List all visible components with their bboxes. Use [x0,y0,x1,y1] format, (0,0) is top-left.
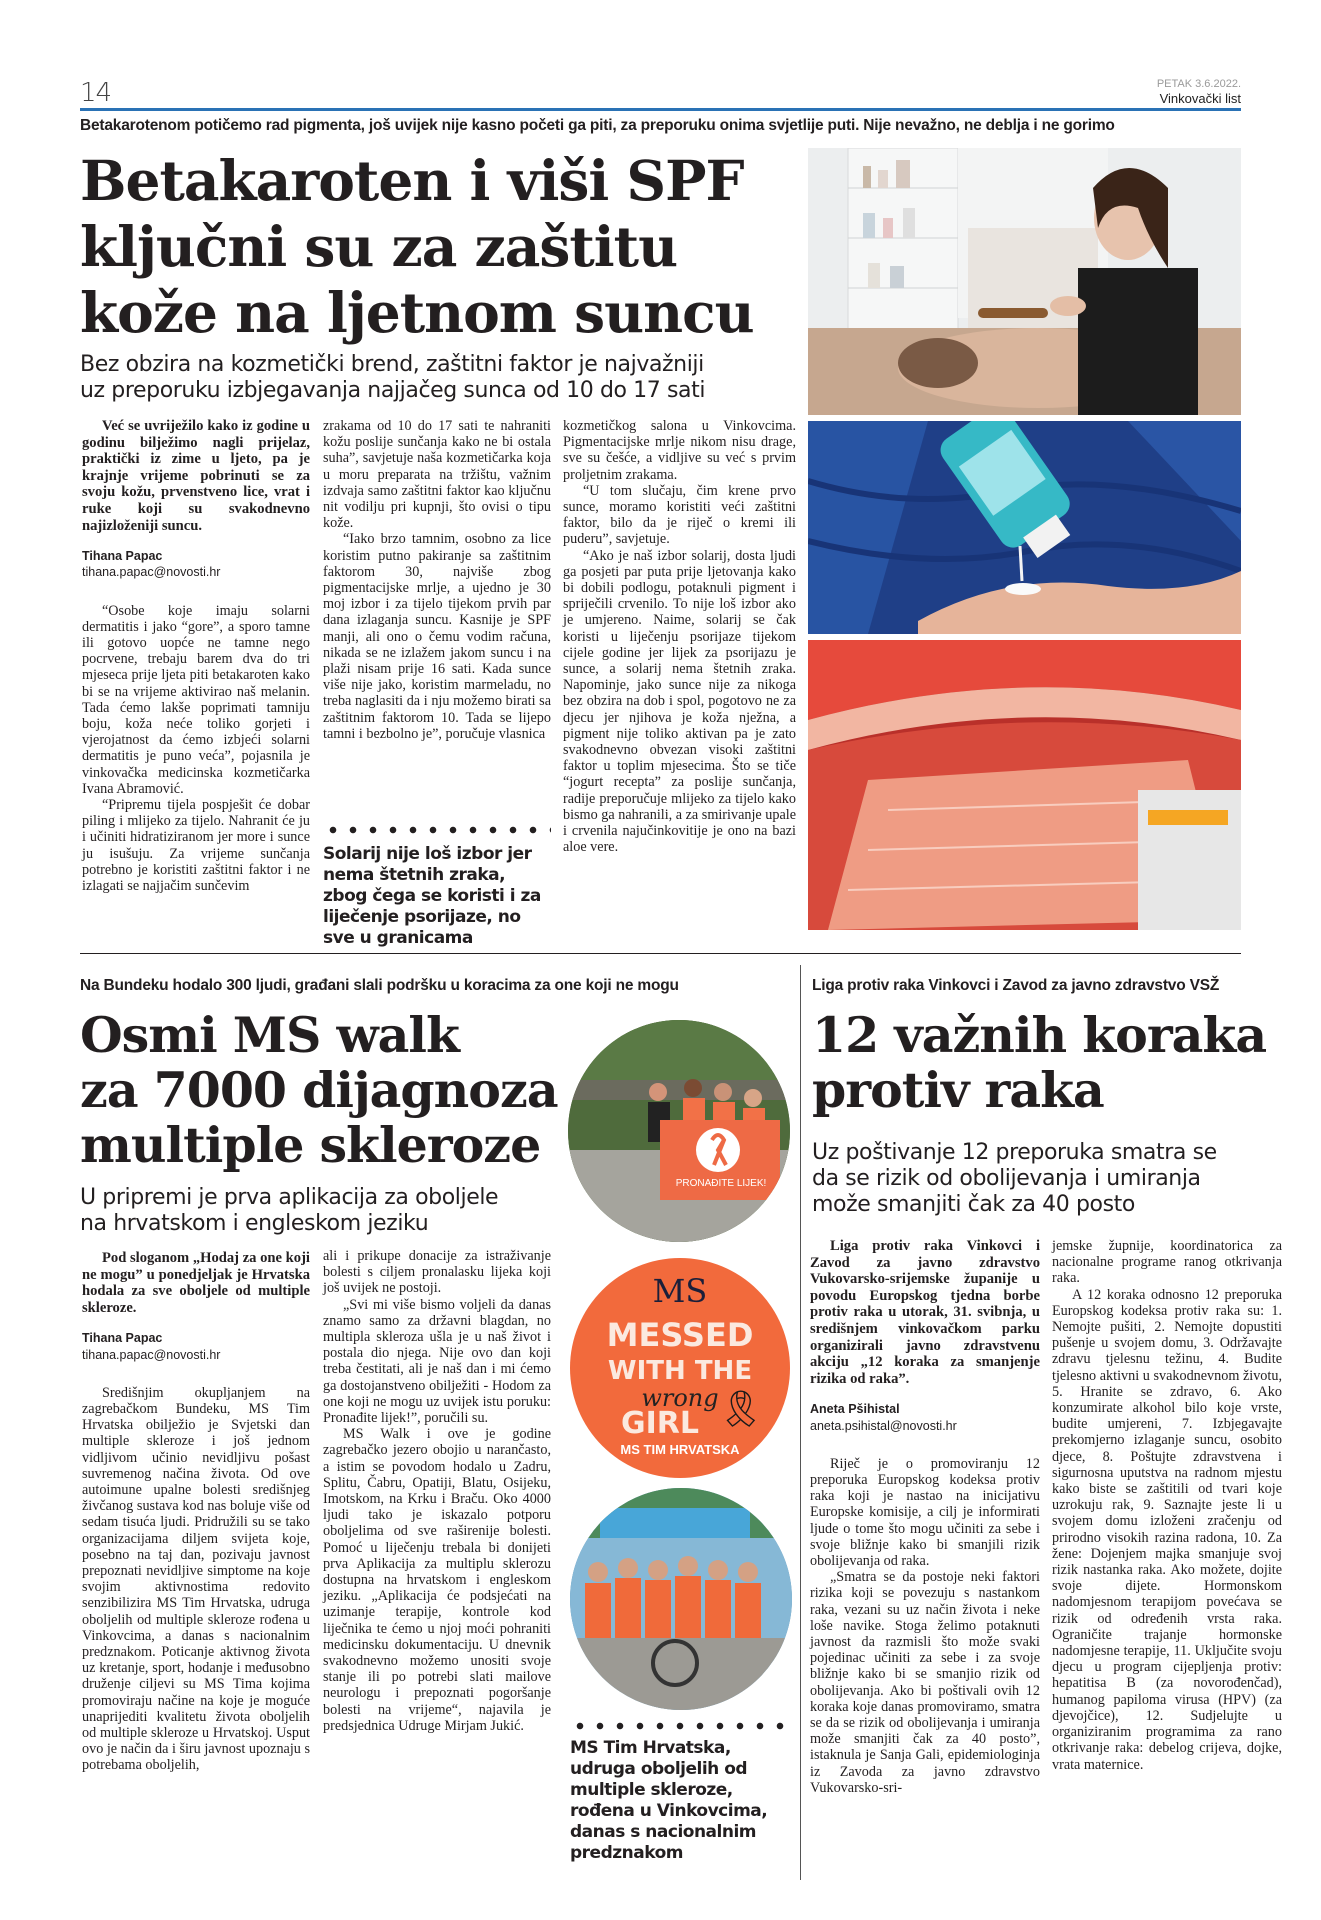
paragraph: kozmetičkog salona u Vinkovcima. Pigmentacijske mrlje nikom nisu drage, sve su češće, a vidljive su već s prvim proljetnim zrakama. [563,418,796,483]
paragraph: “Osobe koje imaju solarni dermatitis i jako “gore”, a sporo tamne ili gotovo uopće ne tamne nego pocrvene, trebaju barem dva do tri mjeseca prije ljeta piti betakaroten kako bi se na vrijeme aktivirao naš melanin. Tada ćemo lakše poprimati tamniju boju, koža neće toliko gorjeti i vjerojatnost da ćemo izbjeći solarni dermatitis je puno veća”, pojasnila je vinkovačka medicinska kozmetičarka Ivana Abramović. [82,602,310,797]
article1-lead: Već se uvriježilo kako iz godine u godinu bilježimo nagli prijelaz, praktički iz zime u ljeto, pa je krajnje vrijeme pobrinuti se za svoju kožu, prvenstveno lice, vrat i ruke koji su svakodnevno najizloženiji suncu. [82,418,310,534]
article1-author: Tihana Papac [82,549,163,564]
article3-column-1 [810,1238,1040,1796]
shirt-line-2: WITH THE [607,1356,753,1386]
headline-line: kože na ljetnom suncu [80,280,754,345]
headline-line: Betakaroten i viši SPF [80,148,744,213]
article2-email[interactable]: tihana.papac@novosti.hr [82,1347,221,1362]
paragraph: Središnjim okupljanjem na zagrebačkom Bundeku, MS Tim Hrvatska obilježio je Svjetski dan multiple skleroze i još jednom vidljivom učinio nevidljivu pošast suvremenog načina života. Od ove autoimune upalne bolesti središnjeg živčanog sustava kod nas boluje više od sedam tisuća ljudi. Pridružili su se tako organizacijama diljem svijeta koje, posebno na taj dan, pozivaju javnost prepoznati nevidljive simptome na koje svojim aktivnostima redovito senzibilizira MS Tim Hrvatska, udruga oboljelih od multiple skleroze rođena u Vinkovcima, a danas s nacionalnim predznakom. Poticanje aktivnog života uz kretanje, sport, hodanje i međusobno druženje ciljevi su MS Tima kojima promoviraju načine na koje je moguće unaprijediti kvalitetu života oboljelih od multiple skleroze u Hrvatskoj. Usput ovo je način da i širu javnost upoznaju s potrebama oboljelih, [82,1384,310,1774]
ms-shirt-photo [570,1258,790,1478]
shirt-logo: MS [652,1272,708,1310]
article3-author: Aneta Pšihistal [810,1402,900,1417]
article3-lead: Liga protiv raka Vinkovci i Zavod za javno zdravstvo Vukovarsko-srijemske županije u povodu Europskog tjedna borbe protiv raka u utorak, 31. svibnja, u središnjem vinkovačkom parku organizirali javno zdravstvenu akciju „12 koraka za smanjenje rizika od raka”. [810,1238,1040,1387]
solarium-bed-photo [808,640,1241,930]
subhead-line: na hrvatskom i engleskom jeziku [80,1211,429,1236]
paragraph: Riječ je o promoviranju 12 preporuka Europskog kodeksa protiv raka koji je nastao na inicijativu Europske komisije, a cilj je informirati ljude o tome što mogu učiniti za sebe i svoje bližnje kako bi smanjili rizik obolijevanja od raka. [810,1455,1040,1569]
ribbon-icon: 🎗 [718,1389,764,1430]
article1-column-1 [82,418,310,894]
ms-walk-banner-photo [568,1020,790,1242]
article2-subhead [80,1185,498,1237]
banner-text: PRONAĐITE LIJEK! [675,1178,767,1189]
article1-subhead [80,352,705,404]
page-number: 14 [80,78,112,108]
article1-kicker: Betakarotenom potičemo rad pigmenta, još uvijek nije kasno početi ga piti, za preporuku onima svjetlije puti. Nije nevažno, ne deblja i ne gorimo [80,117,1115,134]
article3-kicker: Liga protiv raka Vinkovci i Zavod za javno zdravstvo VSŽ [812,977,1220,994]
subhead-line: U pripremi je prva aplikacija za oboljele [80,1185,499,1210]
article2-column-2 [323,1248,551,1734]
paragraph: “Ako je naš izbor solarij, dosta ljudi ga posjeti par puta prije ljetovanja kako bi dobili podlogu, potaknuli pigment i spriječili crvenilo. To nije loš izbor ako je umjereno. Naime, solarij se čak koristi u liječenju psorijaze tijekom cijele godine jer lijek za psorijazu je sunce, a solarij nema štetnih zraka. Napominje, jako sunce nije za nikoga bez obzira na dob i spol, pogotovo ne za djecu jer njihova je koža nježna, a pigment nije toliko aktivan pa je zato svakodnevno obvezan visoki zaštitni faktor u toplim mjesecima. Što se tiče “jogurt recepta” za poslije sunčanja, radije preporučuje mlijeko za tijelo kako bismo ga nahranili, a za smirivanje upale i crvenila najučinkovitije je ono na bazi aloe vere. [563,547,796,856]
shirt-line-1: MESSED [606,1316,754,1354]
article1-headline [80,148,754,346]
page-header [80,78,1241,110]
dotted-separator [323,826,551,834]
column-divider [800,965,801,1880]
headline-line: ključni su za zaštitu [80,214,678,279]
article1-email[interactable]: tihana.papac@novosti.hr [82,565,221,580]
issue-date: PETAK 3.6.2022. [1156,78,1241,90]
article3-email[interactable]: aneta.psihistal@novosti.hr [810,1418,957,1433]
shirt-line-4: GIRL [620,1406,699,1441]
article2-author: Tihana Papac [82,1331,163,1346]
headline-line: multiple skleroze [80,1116,541,1174]
group-photo-scene-icon [570,1488,792,1710]
paragraph: “Pripremu tijela pospješit će dobar piling i mlijeko za tijelo. Nahranit će ju i učiniti hidratiziranom jer more i sunce ju isušuju. Za vrijeme sunčanja potrebno je koristiti zaštitni faktor i ne izlagati se najjačim sunčevim [82,797,310,895]
paragraph: MS Walk i ove je godine zagrebačko jezero obojio u narančasto, a istim se povodom hodalo u Zadru, Splitu, Čabru, Opatiji, Blatu, Osijeku, Imotskom, na Krku i Braču. Oko 4000 ljudi tako je iskazalo potporu oboljelima od sve raširenije bolesti. Pomoć u liječenju trebala bi donijeti prva Aplikacija za multiplu sklerozu dostupna na hrvatskom i engleskom jeziku. „Aplikacija će podsjećati na uzimanje terapije, kontrole kod liječnika te ćemo u njoj moći pohraniti medicinsku dokumentaciju. U dnevnik svakodnevno možemo unositi svoje stanje ili po potrebi slati mailove neurologu i prepoznati pogoršanje bolesti na vrijeme“, najavila je predsjednica Udruge Mirjam Jukić. [323,1426,551,1734]
header-rule [80,108,1241,111]
lotion-scene-icon [808,421,1241,634]
article1-pullquote: Solarij nije loš izbor jer nema štetnih zraka, zbog čega se koristi i za liječenje psorijaze, no sve u granicama [323,844,541,948]
paragraph: “Iako brzo tamnim, osobno za lice koristim putno pakiranje sa zaštitnim faktorom 30, najviše zbog pigmentacijske mrlje, a ujedno je 30 moj izbor i za tijelo tijekom prvih par dana izlaganja suncu. Kasnije je SPF manji, ali ono o čemu vodim računa, nikada se ne izlažem jakom suncu i na plaži nisam prije 16 sati. Kada sunce više nije jako, koristim marmeladu, no treba naglasiti da i nju možemo birati sa zaštitnim faktorom 10. Tada se lijepo tamni i bezbolno je”, poručuje vlasnica [323,531,551,742]
massage-scene-icon [808,148,1241,415]
article2-headline [80,1008,558,1173]
headline-line: protiv raka [812,1061,1104,1119]
article3-column-2 [1052,1238,1282,1773]
article2-pullquote: MS Tim Hrvatska, udruga oboljelih od multiple skleroze, rođena u Vinkovcima, danas s nacionalnim predznakom [570,1738,768,1863]
lotion-hand-photo [808,421,1241,634]
article3-subhead [812,1140,1217,1218]
shirt-line-3: wrong [641,1384,719,1412]
article1-column-3 [563,418,796,855]
section-divider [80,953,1241,954]
paragraph: jemske župnije, koordinatorica za nacionalne programe ranog otkrivanja raka. [1052,1238,1282,1287]
paragraph: zrakama od 10 do 17 sati te nahraniti kožu poslije sunčanja kako ne bi ostala suha”, savjetuje naša kozmetičarka koja u moru preparata na tržištu, važnim izdvaja samo zaštitni faktor kao ključnu nit vodilju pri kupnji, što ovisi o tipu kože. [323,418,551,532]
solarium-scene-icon [808,640,1241,930]
subhead-line: Uz poštivanje 12 preporuka smatra se [812,1140,1217,1165]
article2-lead: Pod sloganom „Hodaj za one koji ne mogu” u ponedjeljak je Hrvatska hodala za sve oboljele od multiple skleroze. [82,1250,310,1316]
group-walk-scene-icon [568,1020,790,1242]
subhead-line: može smanjiti čak za 40 posto [812,1192,1135,1217]
headline-line: 12 važnih koraka [812,1006,1267,1064]
article1-column-2 [323,418,551,742]
article2-kicker: Na Bundeku hodalo 300 ljudi, građani slali podršku u koracima za one koji ne mogu [80,977,679,994]
paragraph: ali i prikupe donacije za istraživanje bolesti s ciljem pronalasku lijeka koji još uvijek ne postoji. [323,1248,551,1297]
dotted-separator [570,1722,796,1730]
article3-headline [812,1008,1266,1118]
paragraph: A 12 koraka odnosno 12 preporuka Europskog kodeksa protiv raka su: 1. Nemojte pušiti, 2. Nemojte dopustiti pušenje u svojem domu, 3. Održavajte zdravu tjelesnu težinu, 4. Budite tjelesno aktivni u svakodnevnom životu, 5. Hranite se zdravo, 6. Ako konzumirate alkohol bilo koje vrste, budite umjereni, 7. Izbjegavajte prekomjerno izlaganje suncu, osobito djece, 8. Poštujte zdravstvena i sigurnosna uputstva na radnom mjestu kako biste se zaštitili od tvari koje uzrokuju rak, 9. Saznajte jeste li u svojem domu izloženi zračenju od prirodno visokih razina radona, 10. Za žene: Dojenjem majka smanjuje svoj rizik nastanka raka. Ako možete, dojite svoje dijete. Hormonskom nadomjesnom terapijom povećava se rizik od određenih vrsta raka. Ograničite trajanje hormonske nadomjesne terapije, 11. Uključite svoju djecu u program cijepljenja protiv: hepatitisa B (za novorođenčad), humanog papiloma virusa (HPV) (za djevojčice), 12. Sudjelujte u organiziranim programima za rano otkrivanje raka: debelog crijeva, dojke, vrata maternice. [1052,1286,1282,1773]
article2-column-1 [82,1250,310,1774]
paragraph: „Smatra se da postoje neki faktori rizika koji se povezuju s nastankom raka, vezani su uz način života i neke loše navike. Stoga želimo potaknuti javnost da razmisli što može svaki pojedinac učiniti za sebe i za svoje bližnje kako bi se smanjio rizik od obolijevanja. Ako bi poštivali ovih 12 koraka koje danas promoviramo, smatra se da se rizik od obolijevanja i umiranja može smanjiti čak za 40 posto”, istaknula je Sanja Gali, epidemiologinja iz Zavoda za javno zdravstvo Vukovarsko-sri- [810,1569,1040,1796]
subhead-line: Bez obzira na kozmetički brend, zaštitni faktor je najvažniji [80,352,704,377]
paragraph: “U tom slučaju, čim krene prvo sunce, moramo koristiti veći zaštitni faktor, bilo da je riječ o kremi ili puderu”, savjetuje. [563,482,796,548]
headline-line: Osmi MS walk [80,1006,459,1064]
newspaper-name: Vinkovački list [1159,91,1241,106]
paragraph: „Svi mi više bismo voljeli da danas znamo samo za državni blagdan, no multipla skleroza ušla je u naš život i postala dio njega. Nije ovo dan koji treba čestitati, ali je naš dan i mi ćemo ga dostojanstveno obilježiti - Hodom za one koji ne mogu uz uvijek istu poruku: Pronađite lijek!”, poručili su. [323,1296,551,1427]
ms-group-photo [570,1488,792,1710]
subhead-line: uz preporuku izbjegavanja najjačeg sunca od 10 do 17 sati [80,378,706,403]
shirt-team: MS TIM HRVATSKA [620,1442,740,1457]
cosmetician-massage-photo [808,148,1241,415]
subhead-line: da se rizik od obolijevanja i umiranja [812,1166,1201,1191]
headline-line: za 7000 dijagnoza [80,1061,558,1119]
